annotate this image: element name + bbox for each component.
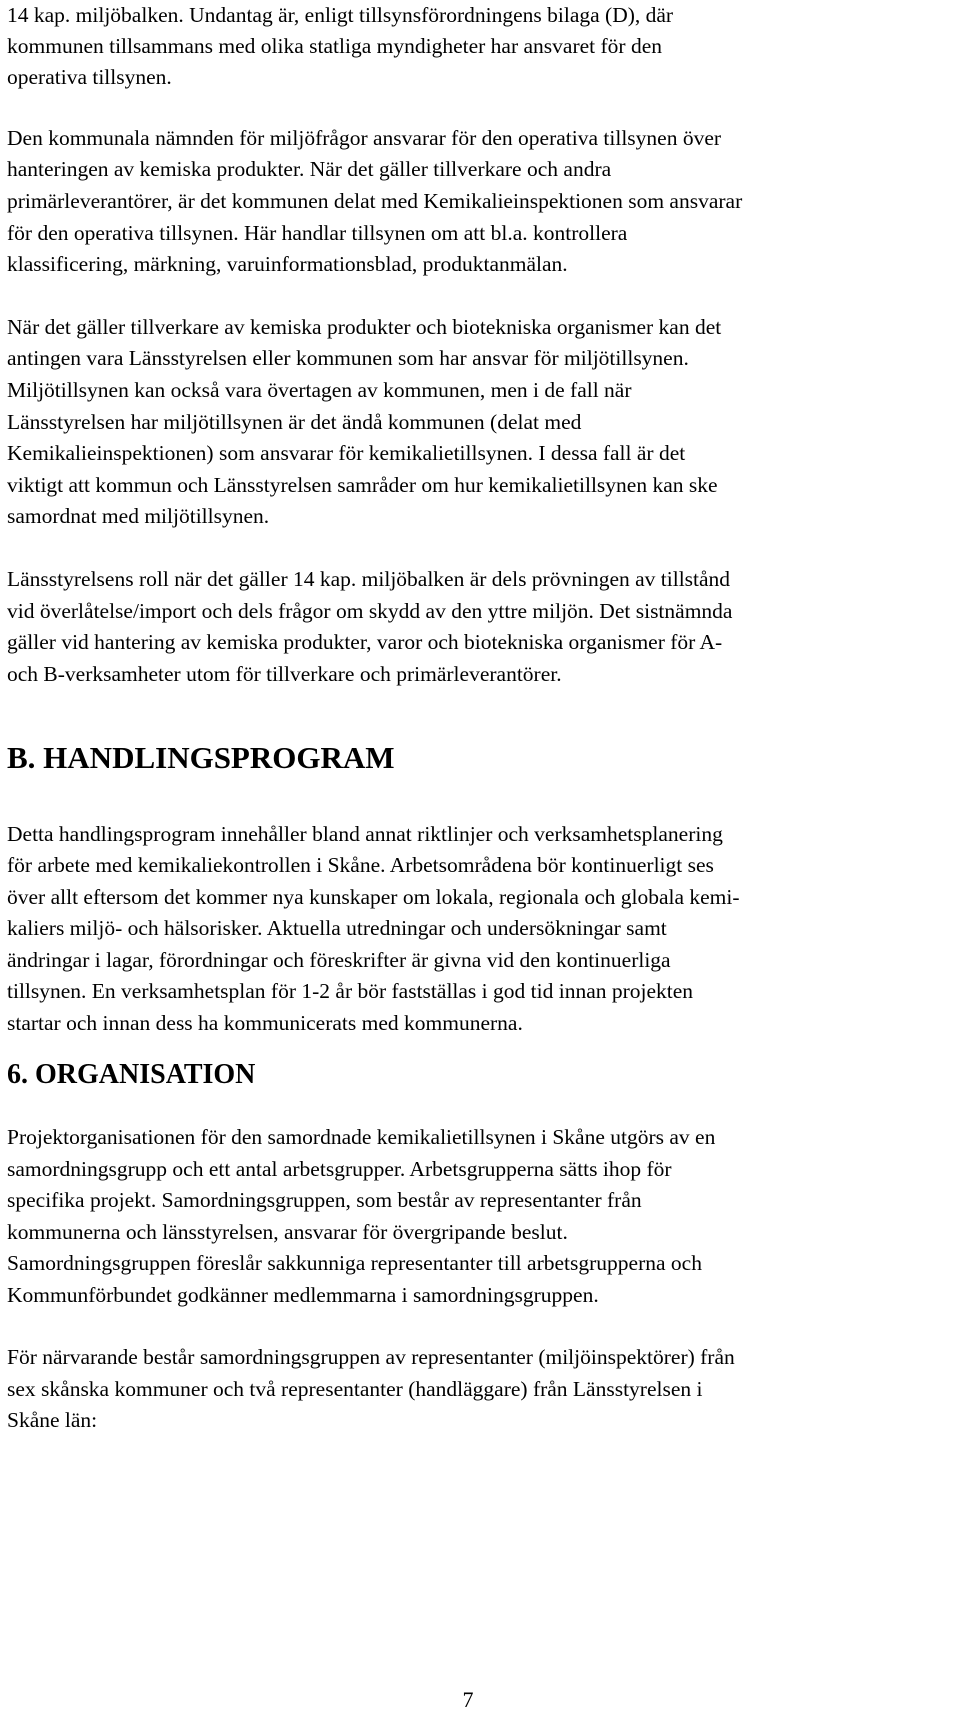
text-line: antingen vara Länsstyrelsen eller kommunen som har ansvar för miljötillsynen.: [7, 346, 689, 370]
text-line: Länsstyrelsens roll när det gäller 14 kap. miljöbalken är dels prövningen av tillstånd: [7, 567, 731, 591]
text-line: för arbete med kemikaliekontrollen i Skåne. Arbetsområdena bör kontinuerligt ses: [7, 853, 714, 877]
text-line: primärleverantörer, är det kommunen delat med Kemikalieinspektionen som ansvarar: [7, 189, 743, 213]
text-line: För närvarande består samordningsgruppen av representanter (miljöinspektörer) från: [7, 1345, 735, 1369]
text-line: Den kommunala nämnden för miljöfrågor ansvarar för den operativa tillsynen över: [7, 126, 722, 150]
text-line: Kommunförbundet godkänner medlemmarna i samordningsgruppen.: [7, 1283, 599, 1307]
text-line: Kemikalieinspektionen) som ansvarar för kemikalietillsynen. I dessa fall är det: [7, 441, 686, 465]
text-line: Samordningsgruppen föreslår sakkunniga representanter till arbetsgrupperna och: [7, 1251, 702, 1275]
text-line: När det gäller tillverkare av kemiska produkter och biotekniska organismer kan det: [7, 315, 722, 339]
text-line: Detta handlingsprogram innehåller bland annat riktlinjer och verksamhetsplanering: [7, 822, 723, 846]
text-line: samordnat med miljötillsynen.: [7, 504, 270, 528]
text-line: gäller vid hantering av kemiska produkter, varor och biotekniska organismer för A-: [7, 630, 723, 654]
section-heading-handlingsprogram: B. HANDLINGSPROGRAM: [7, 740, 395, 775]
text-line: kommunen tillsammans med olika statliga myndigheter har ansvaret för den: [7, 34, 662, 58]
text-line: viktigt att kommun och Länsstyrelsen samråder om hur kemikalietillsynen kan ske: [7, 473, 718, 497]
text-line: startar och innan dess ha kommunicerats med kommunerna.: [7, 1011, 523, 1035]
text-line: över allt eftersom det kommer nya kunskaper om lokala, regionala och globala kemi-: [7, 885, 740, 909]
text-line: ändringar i lagar, förordningar och föreskrifter är givna vid den kontinuerliga: [7, 948, 671, 972]
text-line: hanteringen av kemiska produkter. När det gäller tillverkare och andra: [7, 157, 612, 181]
text-line: tillsynen. En verksamhetsplan för 1-2 år bör fastställas i god tid innan projekten: [7, 979, 694, 1003]
text-line: sex skånska kommuner och två representanter (handläggare) från Länsstyrelsen i: [7, 1377, 703, 1401]
text-line: kaliers miljö- och hälsorisker. Aktuella utredningar och undersökningar samt: [7, 916, 667, 940]
text-line: kommunerna och länsstyrelsen, ansvarar för övergripande beslut.: [7, 1220, 568, 1244]
text-line: för den operativa tillsynen. Här handlar tillsynen om att bl.a. kontrollera: [7, 221, 628, 245]
page-number: 7: [462, 1687, 474, 1712]
text-line: klassificering, märkning, varuinformationsblad, produktanmälan.: [7, 252, 568, 276]
text-line: Miljötillsynen kan också vara övertagen av kommunen, men i de fall när: [7, 378, 632, 402]
text-line: specifika projekt. Samordningsgruppen, som består av representanter från: [7, 1188, 642, 1212]
text-line: operativa tillsynen.: [7, 65, 172, 89]
text-line: vid överlåtelse/import och dels frågor om skydd av den yttre miljön. Det sistnämnda: [7, 599, 733, 623]
text-line: Projektorganisationen för den samordnade kemikalietillsynen i Skåne utgörs av en: [7, 1125, 716, 1149]
text-line: 14 kap. miljöbalken. Undantag är, enligt tillsynsförordningens bilaga (D), där: [7, 3, 674, 27]
section-heading-organisation: 6. ORGANISATION: [7, 1059, 256, 1090]
text-line: och B-verksamheter utom för tillverkare och primärleverantörer.: [7, 662, 562, 686]
text-line: samordningsgrupp och ett antal arbetsgrupper. Arbetsgrupperna sätts ihop för: [7, 1157, 672, 1181]
text-line: Länsstyrelsen har miljötillsynen är det ändå kommunen (delat med: [7, 410, 582, 434]
text-line: Skåne län:: [7, 1408, 98, 1432]
